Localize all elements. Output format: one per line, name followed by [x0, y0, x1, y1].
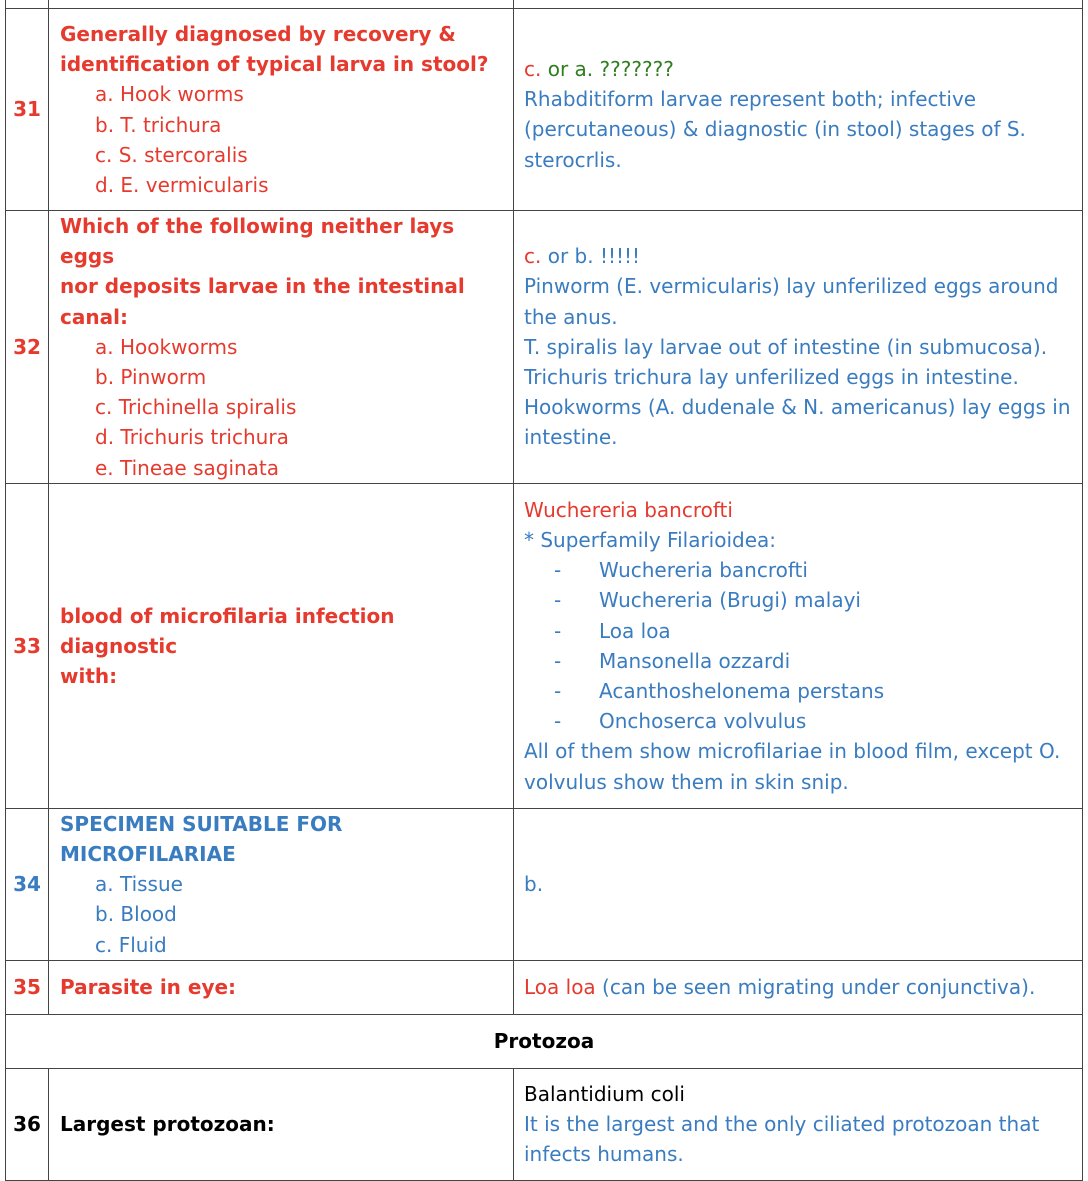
explanation-line: T. spiralis lay larvae out of intestine (in submucosa).	[524, 334, 1048, 359]
question-number: 31	[6, 9, 49, 211]
explanation-line: Hookworms (A. dudenale & N. americanus) lay eggs in	[524, 395, 1071, 420]
explanation-line: intestine.	[524, 425, 618, 450]
explanation-line: It is the largest and the only ciliated protozoan that	[524, 1112, 1040, 1137]
option-item: b. T. trichura	[95, 112, 222, 137]
question-number: 33	[6, 483, 49, 808]
member-item: - Acanthoshelonema perstans	[524, 676, 1076, 706]
answer-key: Wuchereria bancrofti	[524, 497, 733, 522]
explanation-line: All of them show microfilariae in blood film, except O.	[524, 739, 1061, 764]
option-item: c. Fluid	[95, 932, 167, 957]
explanation-line: (can be seen migrating under conjunctiva).	[595, 975, 1036, 1000]
answer-key: c.	[524, 244, 542, 269]
member-item: - Loa loa	[524, 616, 1076, 646]
answer-alternative: or b. !!!!!	[541, 244, 641, 269]
option-item: c. Trichinella spiralis	[95, 395, 297, 420]
explanation-line: (percutaneous) & diagnostic (in stool) stages of S.	[524, 117, 1026, 142]
option-item: d. Trichuris trichura	[95, 425, 289, 450]
answer-cell	[514, 211, 1083, 484]
explanation-line: sterocrlis.	[524, 147, 622, 172]
answer-key: Loa loa	[524, 975, 596, 1000]
option-item: a. Hookworms	[95, 334, 238, 359]
question-text: Parasite in eye:	[49, 960, 514, 1014]
option-list	[60, 79, 505, 200]
explanation-line: Trichuris trichura lay unferilized eggs in intestine.	[524, 365, 1019, 390]
option-item: c. S. stercoralis	[95, 142, 248, 167]
option-item: a. Hook worms	[95, 82, 244, 107]
table-row-33	[6, 483, 1083, 808]
question-text: nor deposits larvae in the intestinal canal:	[60, 274, 465, 329]
option-list	[60, 332, 505, 483]
answer-cell	[514, 483, 1083, 808]
option-item: b. Blood	[95, 902, 177, 927]
question-cell	[49, 483, 514, 808]
qa-sheet	[5, 0, 1082, 1181]
question-text: Which of the following neither lays eggs	[60, 214, 455, 269]
answer-key: b.	[524, 872, 544, 897]
table-row-36	[6, 1068, 1083, 1180]
question-cell	[49, 9, 514, 211]
explanation-line: infects humans.	[524, 1142, 684, 1167]
explanation-line: Rhabditiform larvae represent both; infective	[524, 87, 977, 112]
question-number: 34	[6, 808, 49, 960]
section-row	[6, 1014, 1083, 1068]
table-row-32	[6, 211, 1083, 484]
question-cell	[49, 211, 514, 484]
answer-line	[524, 54, 1076, 84]
qa-table	[5, 0, 1083, 1181]
question-number: 35	[6, 960, 49, 1014]
option-item: d. E. vermicularis	[95, 172, 269, 197]
table-row-35	[6, 960, 1083, 1014]
dash-bullet: -	[554, 558, 562, 583]
member-item: - Mansonella ozzardi	[524, 646, 1076, 676]
dash-bullet: -	[554, 618, 562, 643]
explanation-line: Pinworm (E. vermicularis) lay unferilized eggs around	[524, 274, 1059, 299]
answer-alternative: or a. ???????	[541, 57, 674, 81]
dash-bullet: -	[554, 648, 562, 673]
answer-key: c.	[524, 57, 542, 81]
table-row-34	[6, 808, 1083, 960]
table-row-31	[6, 9, 1083, 211]
answer-line	[524, 241, 1076, 271]
question-cell	[49, 808, 514, 960]
question-text: with:	[60, 663, 118, 688]
option-item: a. Tissue	[95, 872, 183, 897]
answer-cell	[514, 960, 1083, 1014]
question-text: Largest protozoan:	[49, 1068, 514, 1180]
dash-bullet: -	[554, 709, 562, 734]
dash-bullet: -	[554, 679, 562, 704]
answer-cell	[514, 808, 1083, 960]
member-item: - Wuchereria bancrofti	[524, 555, 1076, 585]
answer-key: Balantidium coli	[524, 1082, 685, 1107]
answer-cell	[514, 9, 1083, 211]
question-text: identification of typical larva in stool?	[60, 52, 489, 77]
member-item: - Onchoserca volvulus	[524, 706, 1076, 736]
option-list	[60, 869, 505, 960]
member-item: - Wuchereria (Brugi) malayi	[524, 585, 1076, 615]
dash-bullet: -	[554, 588, 562, 613]
question-text: Generally diagnosed by recovery &	[60, 21, 456, 46]
question-number: 32	[6, 211, 49, 484]
section-title: Protozoa	[6, 1014, 1083, 1068]
table-top-stub	[6, 0, 1083, 9]
question-text: SPECIMEN SUITABLE FOR MICROFILARIAE	[60, 811, 343, 867]
option-item: e. Tineae saginata	[95, 455, 280, 480]
question-text: blood of microfilaria infection diagnostic	[60, 603, 395, 658]
option-item: b. Pinworm	[95, 365, 207, 390]
explanation-line: the anus.	[524, 304, 618, 329]
explanation-line: * Superfamily Filarioidea:	[524, 528, 777, 553]
question-number: 36	[6, 1068, 49, 1180]
explanation-line: volvulus show them in skin snip.	[524, 769, 849, 794]
answer-cell	[514, 1068, 1083, 1180]
